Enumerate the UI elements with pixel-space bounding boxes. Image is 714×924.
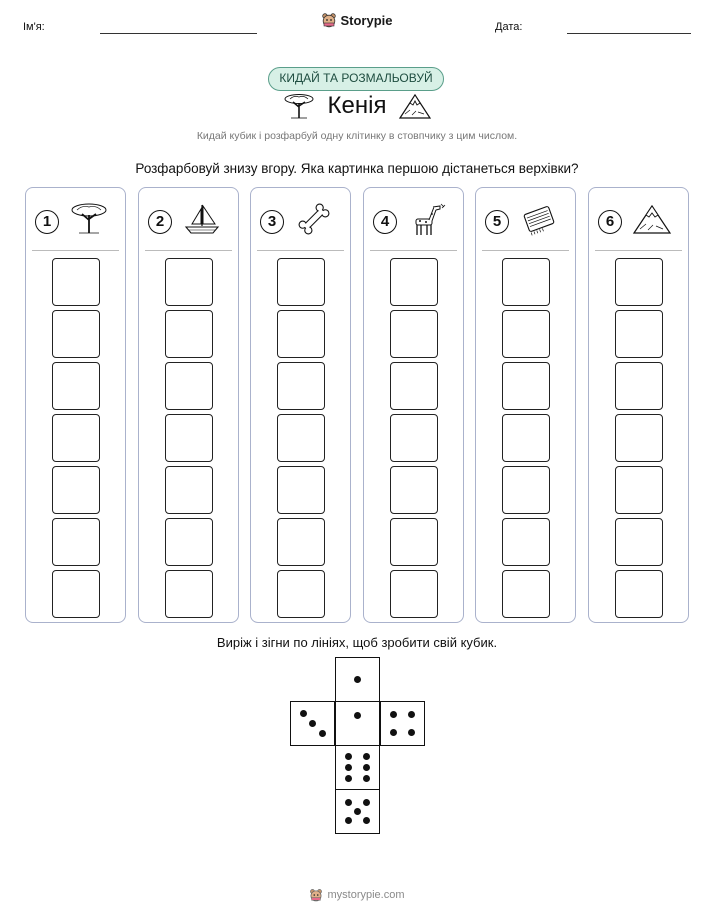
column-5 [475, 187, 576, 623]
column-divider [595, 250, 682, 251]
coloring-cell[interactable] [165, 518, 213, 566]
coloring-cell[interactable] [165, 466, 213, 514]
coloring-cell[interactable] [52, 518, 100, 566]
acacia-tree-icon [282, 92, 316, 120]
column-1 [25, 187, 126, 623]
column-divider [145, 250, 232, 251]
coloring-cell[interactable] [277, 414, 325, 462]
date-label: Дата: [495, 21, 523, 33]
column-number: 2 [148, 210, 172, 234]
coloring-cell[interactable] [615, 570, 663, 618]
coloring-cell[interactable] [502, 570, 550, 618]
footer [0, 888, 714, 907]
coloring-cell[interactable] [165, 310, 213, 358]
coloring-cell[interactable] [502, 258, 550, 306]
column-divider [257, 250, 344, 251]
coloring-cell[interactable] [502, 414, 550, 462]
coloring-cell[interactable] [615, 466, 663, 514]
coloring-cell[interactable] [390, 414, 438, 462]
footer-url: mystorypie.com [327, 889, 405, 901]
acacia-tree-icon [69, 202, 109, 241]
coloring-cell[interactable] [165, 414, 213, 462]
coloring-cell[interactable] [52, 414, 100, 462]
cut-instruction: Виріж і зігни по лініях, щоб зробити свій кубик. [216, 635, 498, 650]
dice-face-4 [380, 701, 425, 746]
column-divider [370, 250, 457, 251]
coloring-cell[interactable] [390, 258, 438, 306]
coloring-cell[interactable] [52, 258, 100, 306]
name-label: Ім'я: [23, 21, 45, 33]
coloring-cell[interactable] [277, 258, 325, 306]
sailboat-icon [182, 202, 222, 241]
mountain-icon [632, 202, 672, 241]
coloring-cell[interactable] [165, 258, 213, 306]
column-divider [32, 250, 119, 251]
blanket-icon [519, 202, 559, 241]
column-number: 3 [260, 210, 284, 234]
instruction: Розфарбовуй знизу вгору. Яка картинка першою дістанеться верхівки? [135, 161, 579, 176]
column-header [35, 202, 109, 241]
coloring-cell[interactable] [277, 518, 325, 566]
column-2 [138, 187, 239, 623]
coloring-cell[interactable] [390, 310, 438, 358]
column-number: 4 [373, 210, 397, 234]
column-header [260, 202, 334, 241]
column-number: 5 [485, 210, 509, 234]
storypie-bear-icon [309, 888, 323, 902]
title-row [0, 92, 714, 125]
column-header [148, 202, 222, 241]
dice-face-1 [335, 657, 380, 702]
coloring-cell[interactable] [390, 466, 438, 514]
column-header [485, 202, 559, 241]
giraffe-icon [407, 202, 447, 241]
coloring-cell[interactable] [390, 518, 438, 566]
column-header [373, 202, 447, 241]
coloring-cell[interactable] [52, 466, 100, 514]
coloring-cell[interactable] [615, 518, 663, 566]
coloring-cell[interactable] [502, 310, 550, 358]
coloring-cell[interactable] [502, 466, 550, 514]
dice-face-1-center [335, 701, 380, 746]
coloring-cell[interactable] [390, 570, 438, 618]
name-line[interactable] [100, 33, 257, 34]
date-line[interactable] [567, 33, 691, 34]
mountain-icon [398, 92, 432, 120]
coloring-cell[interactable] [165, 570, 213, 618]
coloring-cell[interactable] [165, 362, 213, 410]
column-4 [363, 187, 464, 623]
coloring-cell[interactable] [615, 258, 663, 306]
brand-logo [0, 12, 714, 33]
coloring-cell[interactable] [52, 362, 100, 410]
activity-badge: КИДАЙ ТА РОЗМАЛЬОВУЙ [268, 67, 444, 91]
coloring-cell[interactable] [615, 310, 663, 358]
column-number: 1 [35, 210, 59, 234]
column-3 [250, 187, 351, 623]
coloring-cell[interactable] [277, 570, 325, 618]
coloring-cell[interactable] [390, 362, 438, 410]
brand-name: Storypie [340, 12, 393, 28]
coloring-cell[interactable] [502, 518, 550, 566]
storypie-bear-icon [321, 12, 337, 28]
coloring-cell[interactable] [277, 362, 325, 410]
column-number: 6 [598, 210, 622, 234]
bone-icon [294, 202, 334, 241]
coloring-cell[interactable] [52, 570, 100, 618]
subtitle: Кидай кубик і розфарбуй одну клітинку в стовпчику з цим числом. [196, 130, 518, 142]
dice-face-5 [335, 789, 380, 834]
coloring-cell[interactable] [502, 362, 550, 410]
coloring-cell[interactable] [615, 414, 663, 462]
dice-face-3 [290, 701, 335, 746]
dice-face-6 [335, 745, 380, 790]
column-header [598, 202, 672, 241]
column-divider [482, 250, 569, 251]
coloring-cell[interactable] [615, 362, 663, 410]
coloring-cell[interactable] [52, 310, 100, 358]
coloring-cell[interactable] [277, 466, 325, 514]
coloring-cell[interactable] [277, 310, 325, 358]
column-6 [588, 187, 689, 623]
page-title: Кенія [327, 92, 387, 119]
